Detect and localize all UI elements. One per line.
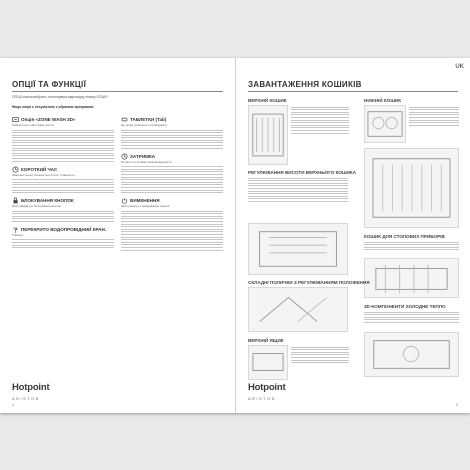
section-power-off bbox=[121, 197, 223, 250]
section-key-lock bbox=[12, 197, 114, 222]
top-rack-text bbox=[291, 345, 349, 365]
tap-icon bbox=[12, 226, 19, 233]
section-text: Тривога bbox=[12, 232, 24, 237]
left-page bbox=[0, 58, 235, 413]
intro-text: ОПЦІЇ можна вибрати, натиснувши відповідну кнопку ОПЦІЯ bbox=[12, 95, 108, 99]
lower-basket-large-image bbox=[364, 148, 459, 228]
power-icon bbox=[121, 197, 128, 204]
section-text: Щоб уникнути марнування енергії bbox=[121, 204, 170, 209]
brand-sub: ARISTON bbox=[248, 397, 277, 401]
section-title: ЗАТРИМКА bbox=[130, 153, 156, 159]
incompatibility-note: Якщо опція є несумісною з обраною програмою bbox=[12, 105, 94, 109]
top-rack-heading: ВЕРХНІЙ ЯЩИК bbox=[248, 338, 284, 343]
height-adjust-image bbox=[248, 223, 348, 275]
upper-basket-heading: ВЕРХНІЙ КОШИК bbox=[248, 98, 287, 103]
clock-icon bbox=[12, 166, 19, 173]
top-rack-image bbox=[248, 345, 288, 380]
section-title: ПЕРЕКРИТО ВОДОПРОВІДНИЙ КРАН. bbox=[21, 226, 107, 232]
tablet-icon bbox=[121, 116, 128, 123]
section-zone-wash bbox=[12, 116, 114, 162]
right-column bbox=[121, 116, 223, 255]
section-text: Початок програми можна відкласти bbox=[121, 159, 172, 164]
section-text: Завдяки цьому можна скоротити тривалість bbox=[12, 172, 75, 177]
title-rule bbox=[12, 91, 223, 92]
folding-heading: СКЛАДНІ ПОЛИЧКИ З РЕГУЛЮВАННЯМ ПОЛОЖЕННЯ bbox=[248, 280, 370, 285]
lower-basket-heading: НИЖНІЙ КОШИК bbox=[364, 98, 402, 103]
title-rule bbox=[248, 91, 458, 92]
section-title: ТАБЛЕТКИ (Tab) bbox=[130, 117, 167, 122]
cutlery-text bbox=[364, 240, 459, 252]
zone-component-heading: 3D-КОМПОНЕНТИ ХОЛОДНЕ ТЕПЛО bbox=[364, 304, 446, 309]
brand-logo: Hotpoint bbox=[12, 382, 50, 393]
height-adjust-heading: РЕГУЛЮВАННЯ ВИСОТИ ВЕРХНЬОГО КОШИКА bbox=[248, 170, 357, 175]
height-adjust-text bbox=[248, 176, 348, 204]
left-column bbox=[12, 116, 114, 252]
zone-component-image bbox=[364, 332, 459, 377]
language-tag: UK bbox=[455, 64, 464, 70]
section-timer bbox=[12, 166, 114, 193]
page-number: 5 bbox=[456, 403, 458, 407]
section-delay bbox=[121, 153, 223, 193]
section-text: Щоб увімкнути блокування кнопок bbox=[12, 204, 61, 209]
lock-icon bbox=[12, 197, 19, 204]
delay-icon bbox=[121, 153, 128, 160]
lower-basket-text bbox=[409, 105, 459, 127]
cutlery-image bbox=[364, 258, 459, 298]
section-text: Забезпечує ефективне миття bbox=[12, 123, 55, 127]
text-lines bbox=[12, 130, 114, 162]
section-title: ВИМКНЕННЯ bbox=[130, 198, 160, 204]
section-title: БЛОКУВАННЯ КНОПОК bbox=[21, 198, 74, 204]
folding-image bbox=[248, 287, 348, 332]
section-title: КОРОТКИЙ ЧАС bbox=[21, 166, 58, 172]
cutlery-heading: КОШИК ДЛЯ СТОЛОВИХ ПРИБОРІВ bbox=[364, 234, 445, 239]
section-no-water bbox=[12, 226, 114, 248]
upper-basket-image bbox=[248, 105, 288, 165]
section-tablets bbox=[121, 116, 223, 149]
brand-sub: ARISTON bbox=[12, 397, 41, 401]
zone-component-text bbox=[364, 310, 459, 325]
upper-basket-text bbox=[291, 105, 349, 135]
manual-spread bbox=[0, 58, 470, 413]
lower-basket-image bbox=[364, 105, 406, 143]
brand-logo: Hotpoint bbox=[248, 382, 286, 393]
zone-wash-icon bbox=[12, 116, 19, 123]
section-title: Опція «ZONE WASH 3D» bbox=[21, 117, 76, 122]
section-text: Ця опція дозволяє оптимізувати bbox=[121, 123, 167, 127]
right-page bbox=[235, 58, 470, 413]
page-title: ОПЦІЇ ТА ФУНКЦІЇ bbox=[12, 80, 87, 89]
page-title: ЗАВАНТАЖЕННЯ КОШИКІВ bbox=[248, 80, 362, 89]
page-number: 4 bbox=[12, 403, 14, 407]
